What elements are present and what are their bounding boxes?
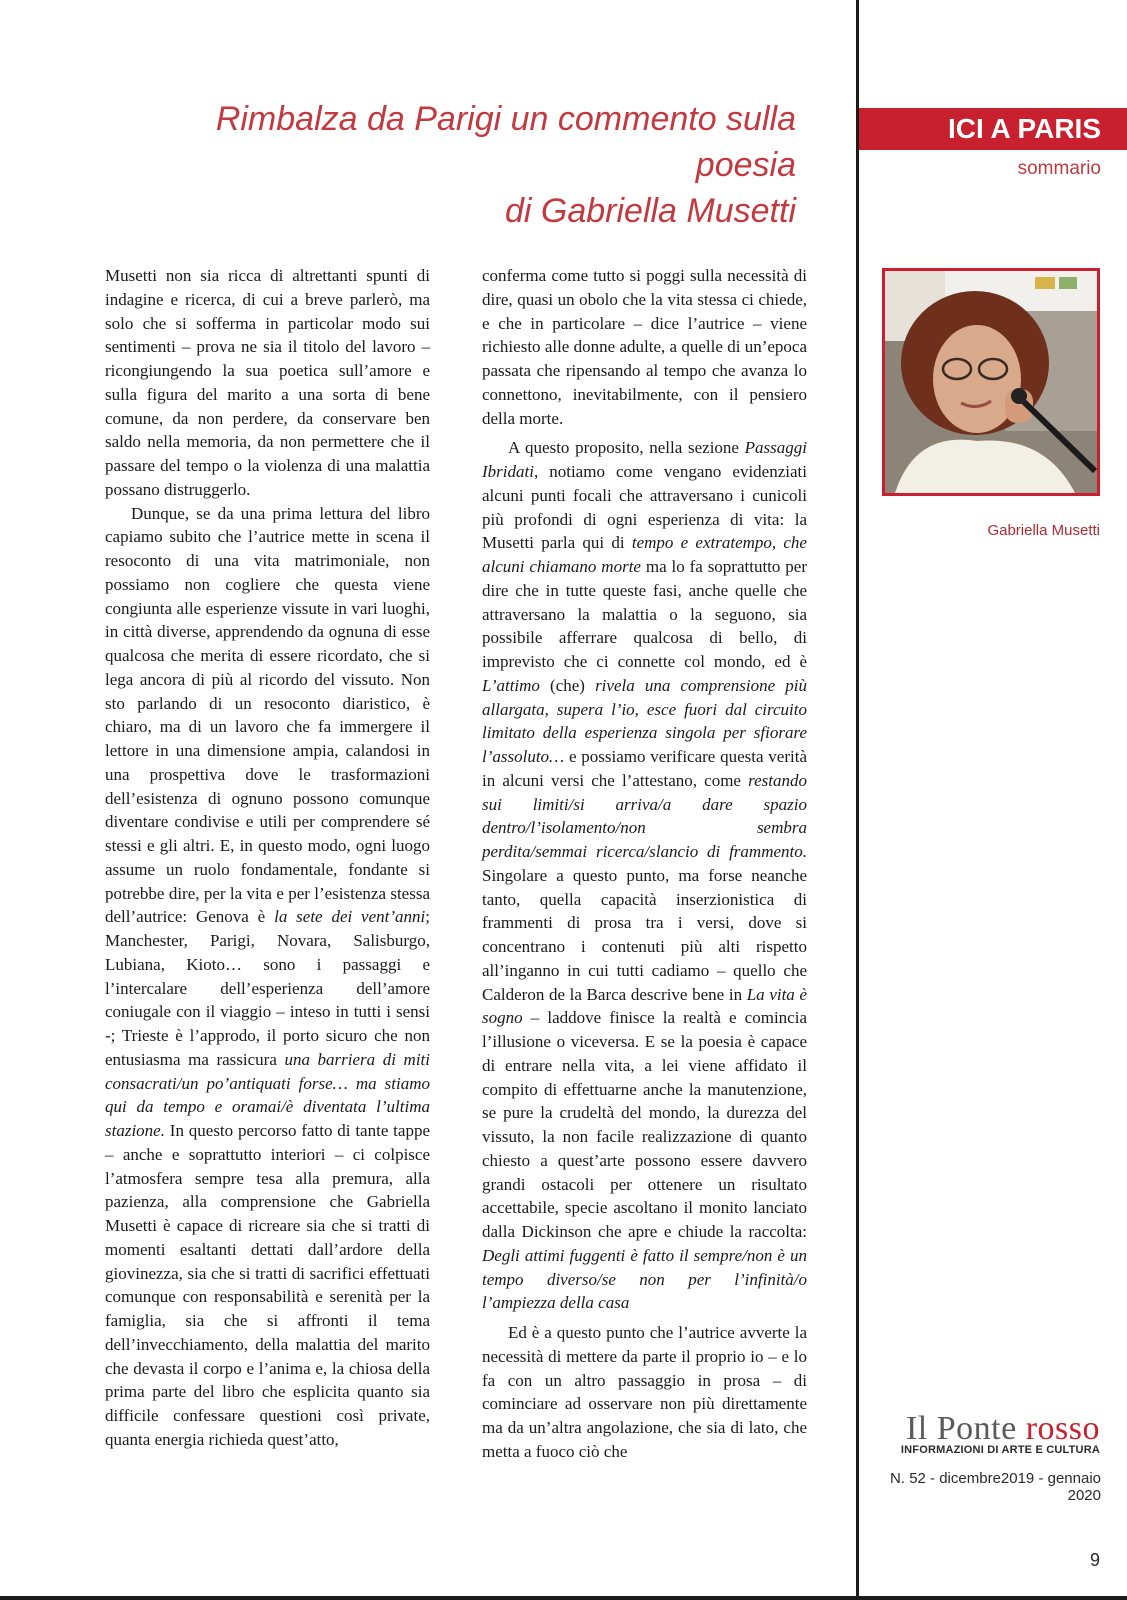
sommario-link[interactable]: sommario [1017, 158, 1101, 179]
photo-caption: Gabriella Musetti [987, 522, 1100, 539]
article-title-line-2: di Gabriella Musetti [504, 192, 796, 230]
logo-rosso: rosso [1025, 1410, 1100, 1447]
author-portrait-image [885, 271, 1097, 493]
section-header: ICI A PARIS [859, 108, 1127, 150]
text-run: ; Manchester, Parigi, Novara, Salisburgo, Lubiana, Kioto… sono i passaggi e l’intercalare dell’esperienza dell’amore coniugale con il viaggio – inteso in tutti i sensi -; Trieste è l’approdo, il porto sicuro che non entusiasma ma rassicura [105, 907, 430, 1069]
section-title-italic: Passaggi Ibridati [482, 438, 807, 481]
article-title [110, 96, 796, 234]
text-run: A questo proposito, nella sezione [508, 438, 745, 458]
quote-italic: la sete dei vent’anni [274, 907, 426, 927]
text-run: Dunque, se da una prima lettura del libro capiamo subito che l’autrice mette in scena il resoconto di una vita matrimoniale, non possiamo non cogliere che questa viene congiunta alle esperienze vissute in vari luoghi, in città diverse, apprendendo da ognuna di esse qualcosa che merita di essere ricordato, che si lega ancora di più al ricordo del vissuto. Non sto parlando di un resoconto diaristico, è chiaro, ma di un lavoro che fa immergere il lettore in una dimensione ampia, calandosi in una prospettiva dove le trasformazioni dell’esistenza di ognuno possono comunque diventare condivise e utili per comprendere sé stessi e gli altri. E, in questo modo, ogni luogo assume un ruolo fondamentale, fondante si potrebbe dire, per la vita e per l’esistenza stessa dell’autrice: Genova è [105, 503, 430, 927]
issue-info: N. 52 - dicembre2019 - gennaio 2020 [890, 1470, 1101, 1504]
article-column-1 [105, 264, 430, 1452]
bottom-rule [0, 1596, 1127, 1600]
logo-il-ponte: Il Ponte [905, 1410, 1017, 1447]
text-run: – laddove finisce la realtà e comincia l’illusione o viceversa. E se la poesia è capace di entrare nella vita, a lei viene affidato il compito di effettuarne anche la manutenzione, se pure la crudeltà del mondo, la durezza del vissuto, la non facile realizzazione di quanto chiesto a quest’arte possono essere davvero grandi ostacoli per ottenere un risultato accettabile, specie ascoltano il monito lanciato dalla Dickinson che apre e chiude la raccolta: [482, 1008, 807, 1241]
magazine-logo [860, 1412, 1100, 1456]
vertical-divider [856, 0, 859, 1600]
author-photo [882, 268, 1100, 496]
quote-italic: L’attimo [482, 675, 540, 695]
text-run: , notiamo come vengano evidenziati alcuni punti focali che attraversano i cunicoli più profondi di ogni esperienza di vita: la Musetti parla qui di [482, 462, 807, 553]
quote-italic: restando sui limiti/si arriva/a dare spazio dentro/l’isolamento/non sembra perdita/semmai ricerca/slancio di frammento. [482, 770, 807, 861]
logo-tagline: INFORMAZIONI DI ARTE E CULTURA [900, 1444, 1100, 1456]
quote-italic: rivela una comprensione più allargata, supera l’io, esce fuori dal circuito limitato della esperienza singola per sfiorare l’assoluto… [482, 675, 807, 766]
quote-italic: tempo e extratempo, che alcuni chiamano morte [482, 533, 807, 576]
quote-italic: una barriera di miti consacrati/un po’antiquati forse… ma stiamo qui da tempo e oramai/è diventata l’ultima stazione. [105, 1049, 430, 1140]
text-run: ma lo fa soprattutto per dire che in tutte queste fasi, anche quelle che attraversano la malattia o la seguono, sia possibile afferrare qualcosa di bello, di imprevisto che ci connette col mondo, ed è [482, 557, 807, 671]
paragraph [105, 502, 430, 1452]
paragraph [482, 436, 807, 1315]
article-column-2 [482, 264, 807, 1464]
page-number: 9 [1089, 1550, 1100, 1570]
text-run: e possiamo verificare questa verità in alcuni versi che l’attestano, come [482, 747, 807, 790]
paragraph: Musetti non sia ricca di altrettanti spunti di indagine e ricerca, di cui a breve parlerò, ma solo che si sofferma in particolar modo sui sentimenti – prova ne sia il titolo del lavoro – ricongiungendo la sua poetica sull’amore e sulla figura del marito a una sorta di bene comune, da non perdere, da conservare ben saldo nella memoria, da non permettere che il passare del tempo o la violenza di una malattia possano distruggerlo. [105, 266, 430, 499]
book-title-italic: La vita è sogno [482, 984, 807, 1028]
text-run: Singolare a questo punto, ma forse neanche tanto, quella capacità inserzionistica di frammenti di prosa tra i versi, dove si concentrano i contenuti più alti rispetto all’inganno in cui tutti cadiamo – quello che Calderon de la Barca descrive bene in [482, 865, 807, 1004]
quote-italic: Degli attimi fuggenti è fatto il sempre/non è un tempo diverso/se non per l’infinità/o l’ampiezza della casa [482, 1245, 807, 1313]
paragraph: conferma come tutto si poggi sulla necessità di dire, quasi un obolo che la vita stessa ci chiede, e che in particolare – dice l’autrice – viene richiesto alle donne adulte, a quelle di un’epoca passata che ripensando al tempo che avanza lo connettono, inevitabilmente, con il pensiero della morte. [482, 266, 807, 428]
text-run: In questo percorso fatto di tante tappe – anche e soprattutto interiori – ci colpisce l’atmosfera sempre tesa alla premura, alla pazienza, alla comprensione che Gabriella Musetti è capace di ricreare sia che si tratti di momenti esaltanti dettati dall’ardore della giovinezza, sia che si tratti di sacrifici effettuati comunque con responsabilità e serenità per la famiglia, sia che si affronti il tema dell’invecchiamento, della malattia del marito che devasta il corpo e l’anima e, la chiosa della prima parte del libro che esplicita quanto sia difficile confessare questioni così private, quanta energia richieda quest’atto, [105, 1121, 430, 1449]
text-run: (che) [539, 675, 596, 695]
paragraph: Ed è a questo punto che l’autrice avverte la necessità di mettere da parte il proprio io – e lo fa con un altro passaggio in prosa – di cominciare ad osservare non più direttamente ma da un’altra angolazione, che sia di lato, che metta a fuoco ciò che [482, 1323, 807, 1461]
article-title-line-1: Rimbalza da Parigi un commento sulla poesia [215, 100, 796, 184]
